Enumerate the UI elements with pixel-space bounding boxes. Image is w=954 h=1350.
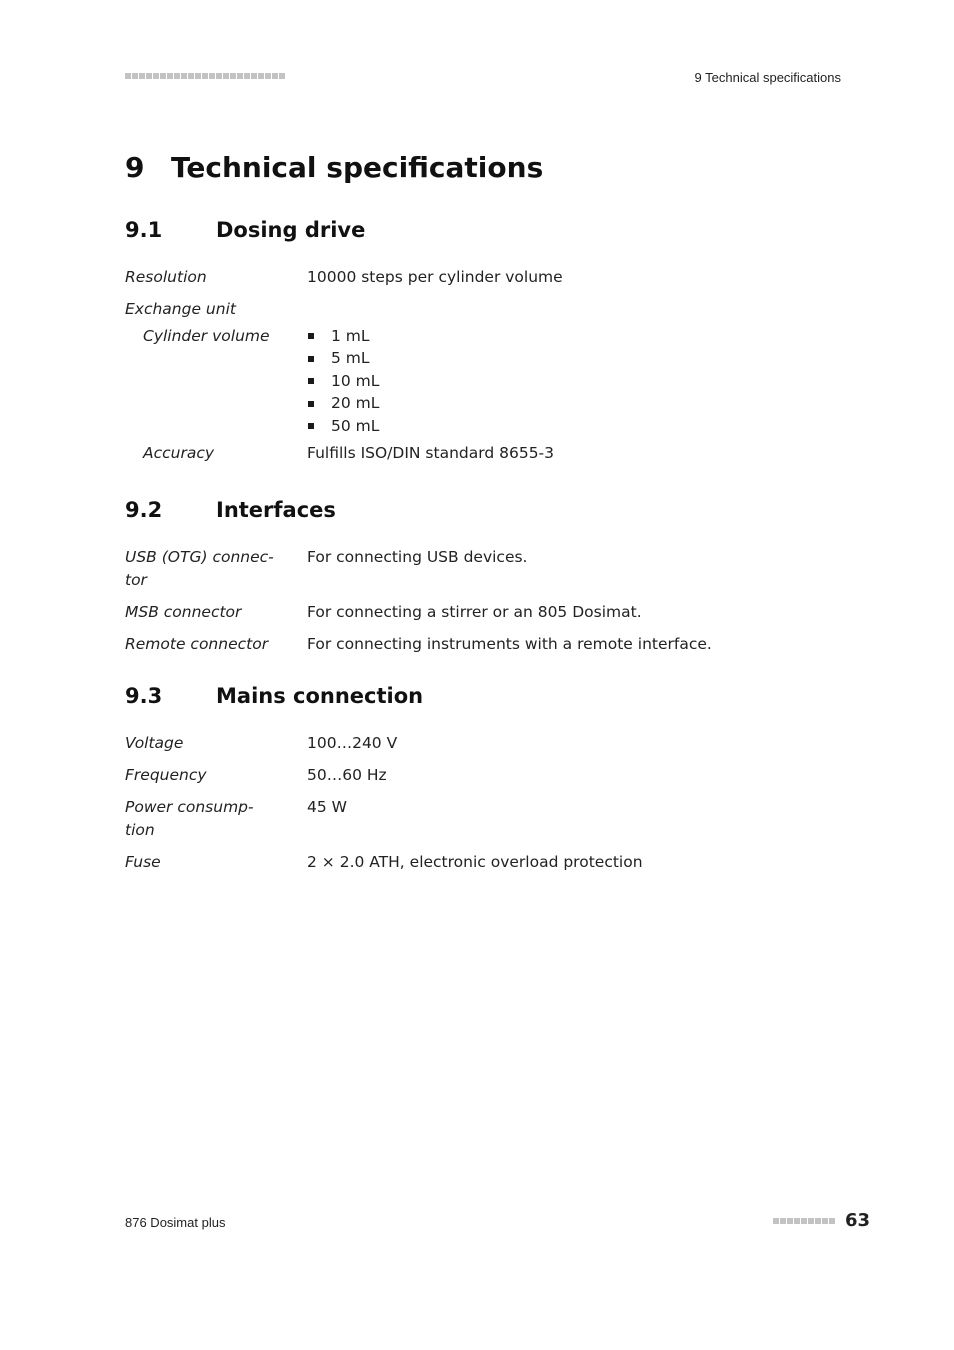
spec-label-resolution: Resolution [125,268,207,286]
list-item: 20 mL [307,393,379,416]
spec-label-fuse: Fuse [125,853,161,871]
spec-value-msb-connector: For connecting a stirrer or an 805 Dosimat. [307,603,642,621]
spec-value-voltage: 100…240 V [307,734,398,752]
spec-label-exchange-unit: Exchange unit [125,300,236,318]
section-heading-mains-connection: 9.3 Mains connection [125,684,424,708]
bullet-icon [308,423,314,429]
chapter-title [125,151,543,184]
cylinder-volume-list [307,325,379,438]
list-item: 5 mL [307,348,379,371]
spec-label-remote-connector: Remote connector [125,635,269,653]
running-header: 9 Technical specifications [694,70,841,85]
spec-value-frequency: 50…60 Hz [307,766,387,784]
spec-value-power-consumption: 45 W [307,798,347,816]
bullet-icon [308,378,314,384]
bullet-icon [308,401,314,407]
list-item: 50 mL [307,415,379,438]
page-number: 63 [845,1210,871,1231]
spec-label-usb-connector: USB (OTG) connec- tor [125,548,274,589]
bullet-icon [308,356,314,362]
spec-label-accuracy: Accuracy [143,444,215,462]
spec-value-remote-connector: For connecting instruments with a remote interface. [307,635,712,653]
list-item: 1 mL [307,325,379,348]
header-decoration [125,73,285,79]
list-item: 10 mL [307,370,379,393]
spec-label-cylinder-volume: Cylinder volume [143,327,270,345]
spec-label-frequency: Frequency [125,766,207,784]
spec-label-voltage: Voltage [125,734,184,752]
section-heading-dosing-drive: 9.1 Dosing drive [125,218,366,242]
spec-label-msb-connector: MSB connector [125,603,242,621]
spec-label-power-consumption: Power consump- tion [125,798,254,839]
spec-value-usb-connector: For connecting USB devices. [307,548,528,566]
spec-value-accuracy: Fulfills ISO/DIN standard 8655-3 [307,444,555,462]
footer-decoration [773,1218,835,1224]
footer-product-name: 876 Dosimat plus [125,1215,226,1230]
chapter-title-text: Technical specifications [171,151,544,184]
spec-value-fuse: 2 × 2.0 ATH, electronic overload protection [307,853,643,871]
bullet-icon [308,333,314,339]
spec-value-resolution: 10000 steps per cylinder volume [307,268,563,286]
chapter-number: 9 [125,151,145,184]
section-heading-interfaces: 9.2 Interfaces [125,498,336,522]
